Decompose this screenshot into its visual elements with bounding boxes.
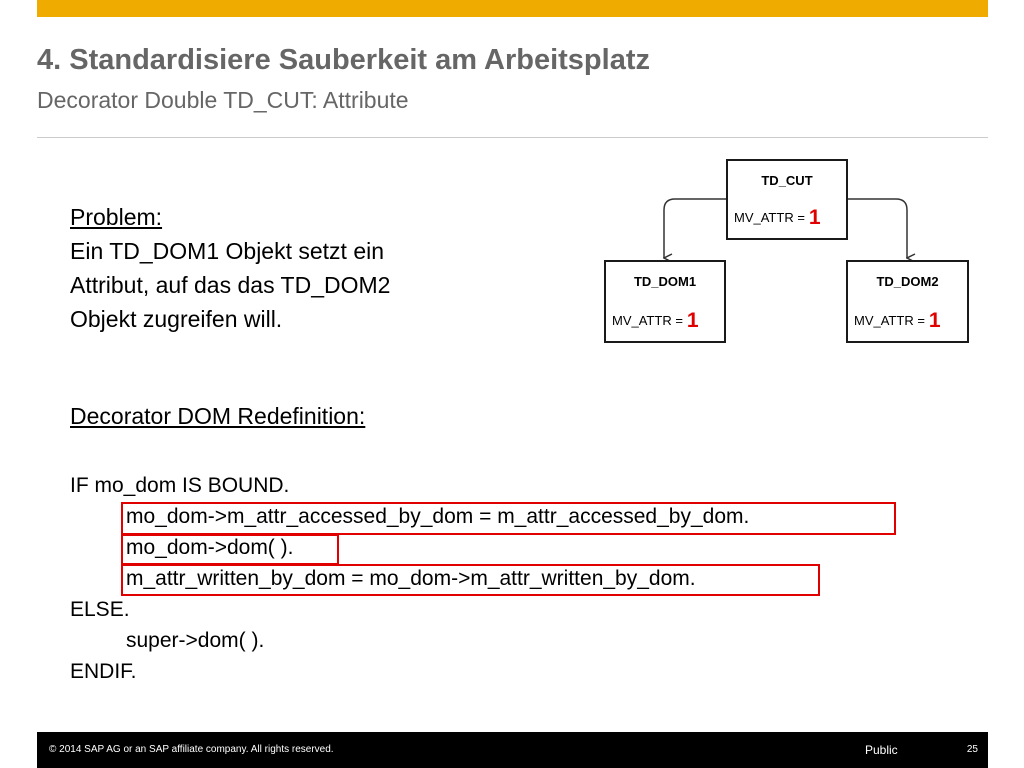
highlight-box-written xyxy=(121,564,820,596)
box-attr xyxy=(854,309,941,333)
copyright-text: © 2014 SAP AG or an SAP affiliate company. All rights reserved. xyxy=(49,744,334,755)
problem-heading: Problem: xyxy=(70,204,163,230)
attr-value: 1 xyxy=(686,309,699,332)
page-title: 4. Standardisiere Sauberkeit am Arbeitsplatz xyxy=(37,44,650,76)
box-attr xyxy=(734,206,821,230)
code-line: ENDIF. xyxy=(70,660,137,683)
td-dom1-box xyxy=(604,260,726,343)
problem-line: Ein TD_DOM1 Objekt setzt ein xyxy=(70,238,385,264)
code-line: mo_dom->m_attr_accessed_by_dom = m_attr_accessed_by_dom. xyxy=(126,505,750,528)
attr-label: MV_ATTR = xyxy=(612,313,683,328)
highlight-box-accessed xyxy=(121,502,896,535)
arrow-to-td-dom1 xyxy=(664,199,726,258)
footer-bar xyxy=(37,732,988,768)
problem-line: Attribut, auf das das TD_DOM2 xyxy=(70,272,391,298)
highlight-box-dom-call xyxy=(121,534,339,565)
attr-label: MV_ATTR = xyxy=(734,210,805,225)
page-number: 25 xyxy=(966,744,978,755)
box-name: TD_DOM1 xyxy=(633,274,697,289)
td-cut-box xyxy=(726,159,848,240)
box-attr xyxy=(612,309,699,333)
page-subtitle: Decorator Double TD_CUT: Attribute xyxy=(37,87,409,113)
box-name: TD_DOM2 xyxy=(876,274,939,289)
td-dom2-box xyxy=(846,260,969,343)
arrow-to-td-dom2 xyxy=(848,199,907,258)
code-line: m_attr_written_by_dom = mo_dom->m_attr_written_by_dom. xyxy=(126,567,696,590)
code-line: mo_dom->dom( ). xyxy=(126,536,294,559)
code-line: super->dom( ). xyxy=(126,629,265,652)
code-line: IF mo_dom IS BOUND. xyxy=(70,474,290,497)
attr-label: MV_ATTR = xyxy=(854,313,925,328)
attr-value: 1 xyxy=(928,309,941,332)
decorator-heading: Decorator DOM Redefinition: xyxy=(70,403,366,429)
classification-label: Public xyxy=(865,743,898,757)
attr-value: 1 xyxy=(808,206,821,229)
problem-line: Objekt zugreifen will. xyxy=(70,306,283,332)
box-name: TD_CUT xyxy=(761,173,813,188)
code-line: ELSE. xyxy=(70,598,130,621)
